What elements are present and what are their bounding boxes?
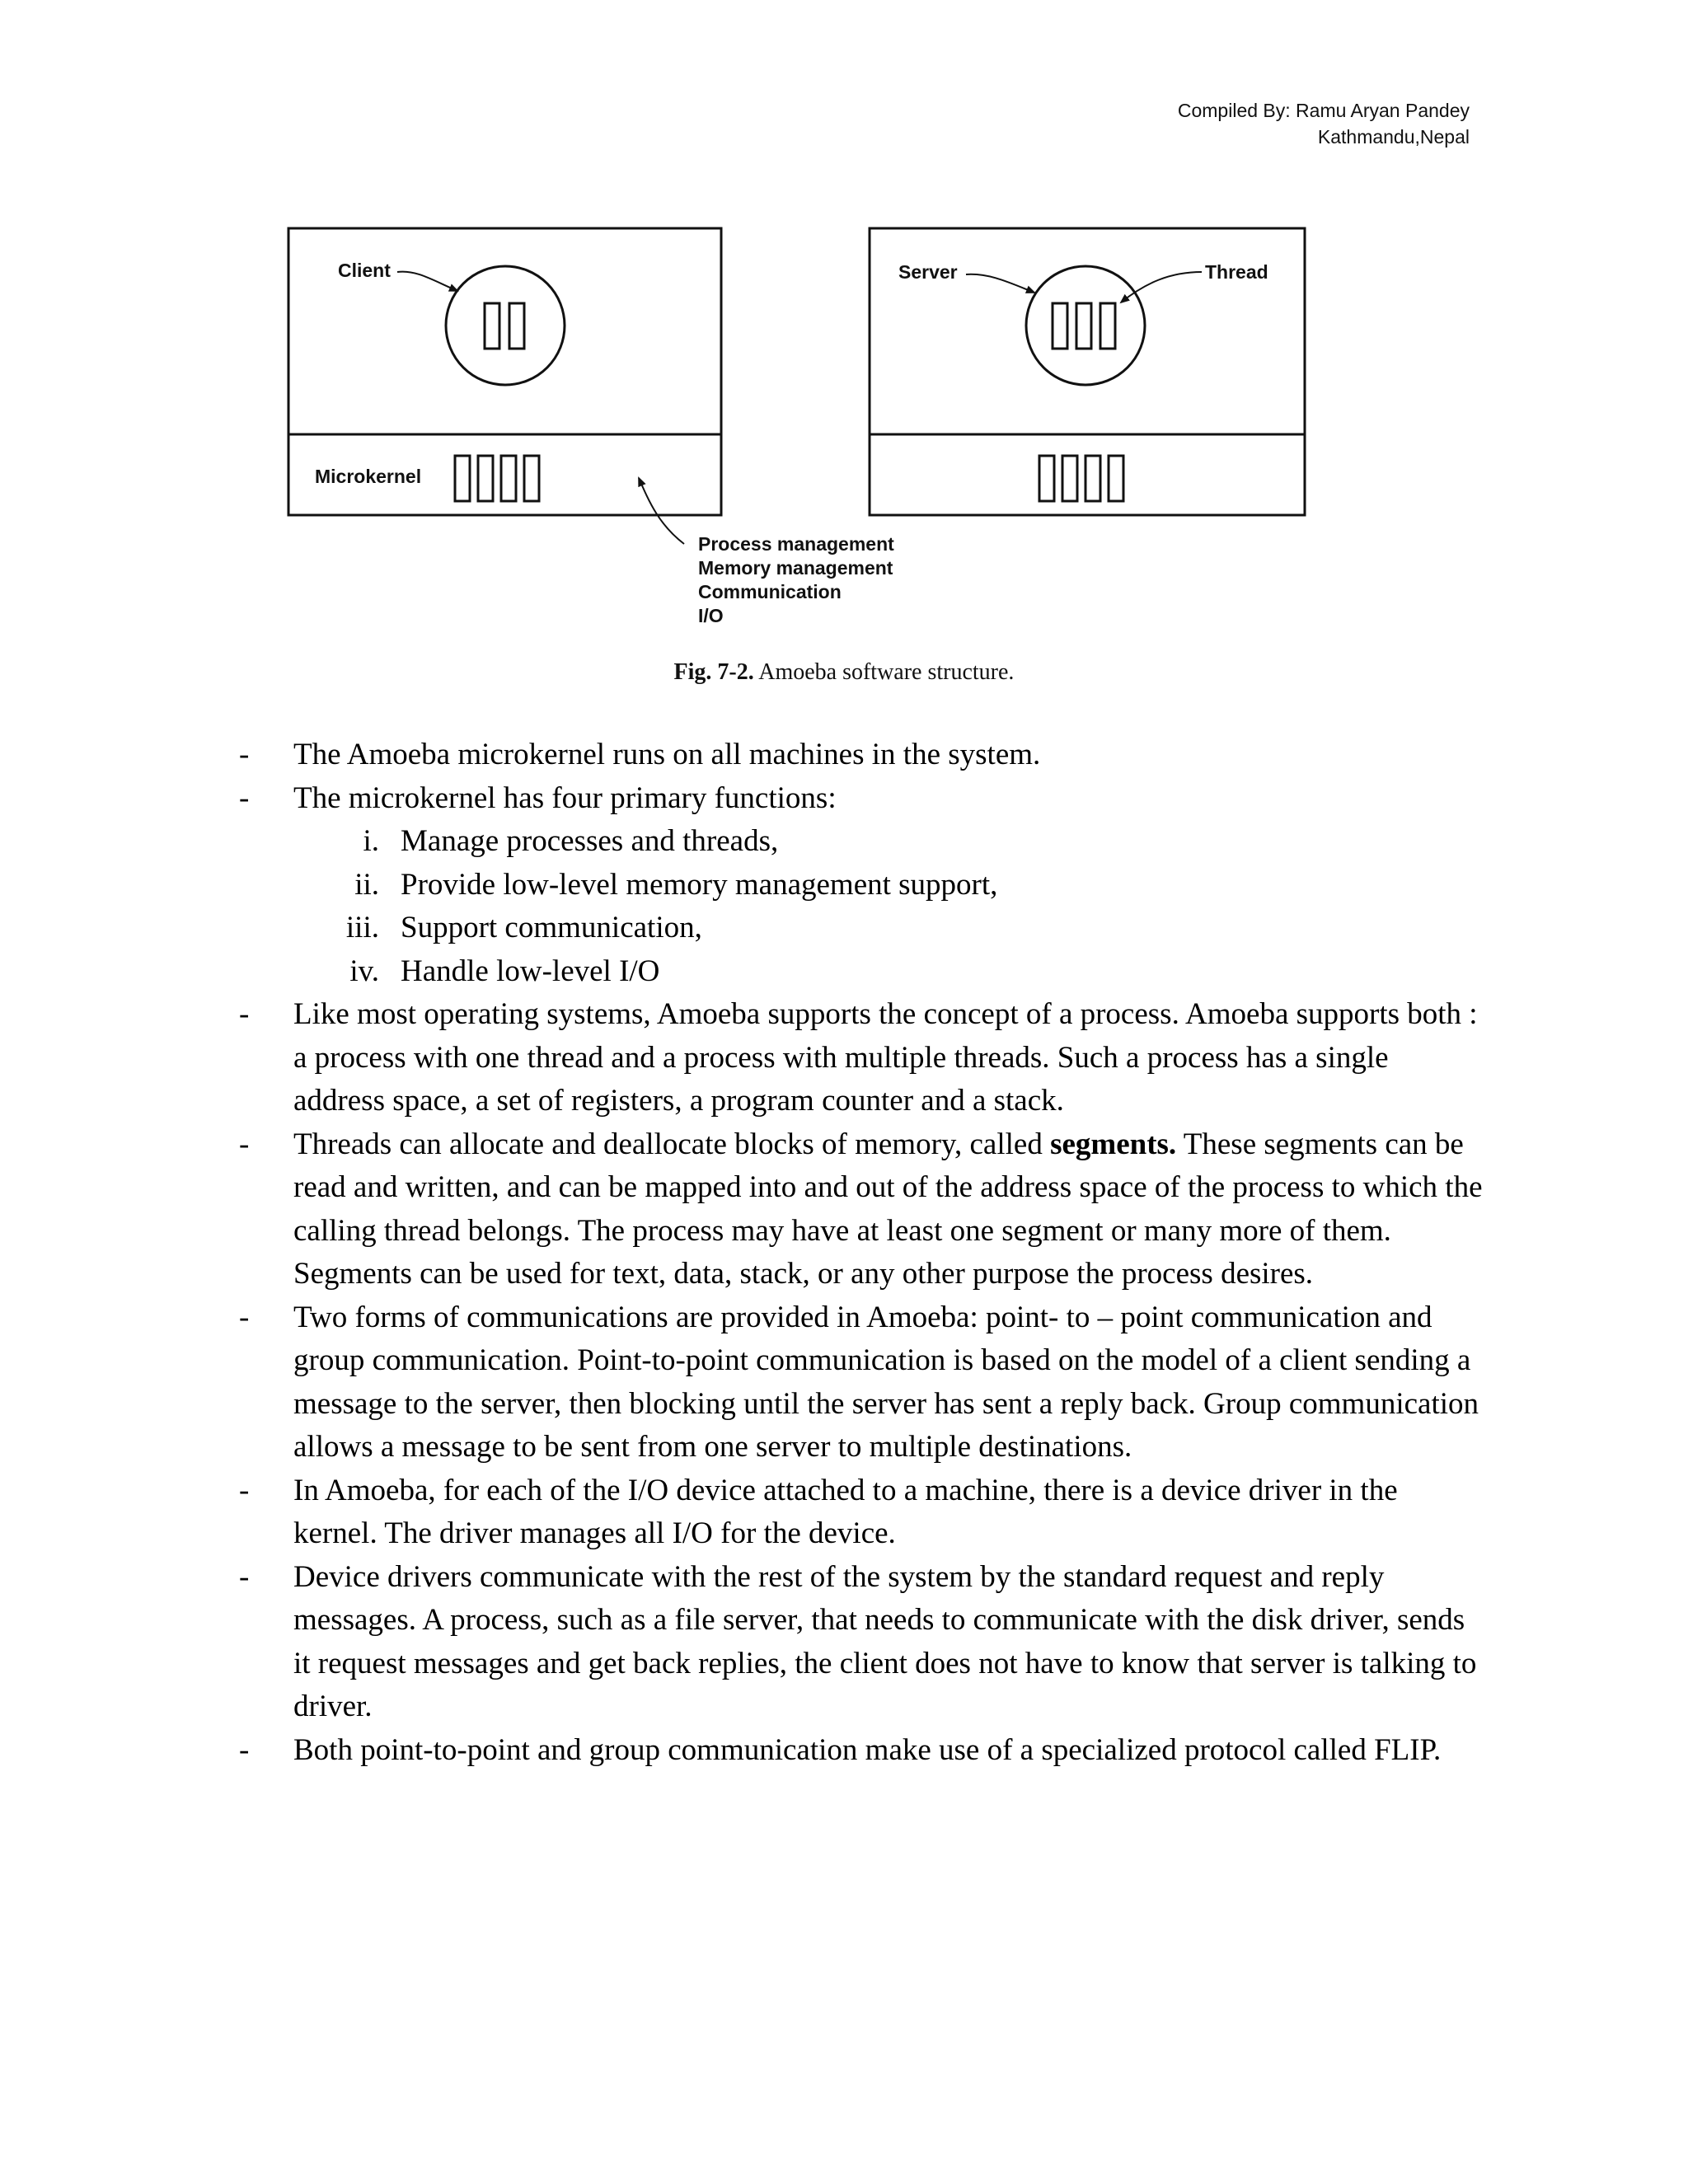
function-communication: Communication <box>698 581 842 602</box>
compiler-credit: Compiled By: Ramu Aryan Pandey <box>1177 100 1470 121</box>
sub-list-item: iii. Support communication, <box>345 911 702 944</box>
server-label: Server <box>898 261 958 283</box>
figure-caption <box>0 659 1688 686</box>
list-item: - Both point-to-point and group communication make use of a specialized protocol called FLIP. <box>239 1732 1442 1767</box>
sub-list-item: i. Manage processes and threads, <box>363 824 779 858</box>
location: Kathmandu,Nepal <box>1317 126 1470 148</box>
list-item: - Device drivers communicate with the rest of the system by the standard request and reply messages. A process, such as a file server, that needs to communicate with the disk driver, sends it request messages and get back replies, the client does not have to know that server is talking to driver. <box>239 1559 1477 1723</box>
functions-pointer-arrow <box>639 478 684 544</box>
sub-list-item: ii. Provide low-level memory management support, <box>354 867 998 902</box>
caption-label: Fig. 7-2. <box>673 659 754 685</box>
amoeba-structure-diagram <box>272 218 1335 729</box>
server-process-circle <box>1026 266 1145 385</box>
function-process-mgmt: Process management <box>698 533 894 555</box>
thread-label: Thread <box>1205 261 1268 283</box>
list-item: - Threads can allocate and deallocate blocks of memory, called segments. These segments can be read and written, and can be mapped into and out of the address space of the process to which the calling thread belongs. The process may have at least one segment or many more of them. Segments can be used for text, data, stack, or any other purpose the process desires. <box>239 1127 1483 1291</box>
microkernel-label: Microkernel <box>315 466 422 487</box>
sub-list-item: iv. Handle low-level I/O <box>349 954 660 988</box>
page-header <box>1178 97 1470 150</box>
list-item: - The microkernel has four primary functions: <box>239 780 837 815</box>
list-item: - Two forms of communications are provided in Amoeba: point- to – point communication and group communication. Point-to-point communication is based on the model of a client sending a message to the server, then blocking until the server has sent a reply back. Group communication allows a message to be sent from one server to multiple destinations. <box>239 1300 1479 1464</box>
segments-term: segments. <box>1050 1127 1177 1161</box>
caption-text: Amoeba software structure. <box>753 659 1015 685</box>
server-machine <box>870 228 1305 515</box>
client-process-circle <box>446 266 565 385</box>
list-item: - In Amoeba, for each of the I/O device attached to a machine, there is a device driver in the kernel. The driver manages all I/O for the device. <box>239 1473 1398 1550</box>
client-machine <box>288 228 721 515</box>
function-io: I/O <box>698 605 724 626</box>
function-memory-mgmt: Memory management <box>698 557 893 579</box>
client-label: Client <box>338 260 391 281</box>
body-text <box>239 733 1484 1772</box>
list-item: - The Amoeba microkernel runs on all machines in the system. <box>239 738 1041 771</box>
list-item: - Like most operating systems, Amoeba supports the concept of a process. Amoeba supports both : a process with one thread and a process with multiple threads. Such a process has a single address space, a set of registers, a program counter and a stack. <box>239 997 1478 1118</box>
